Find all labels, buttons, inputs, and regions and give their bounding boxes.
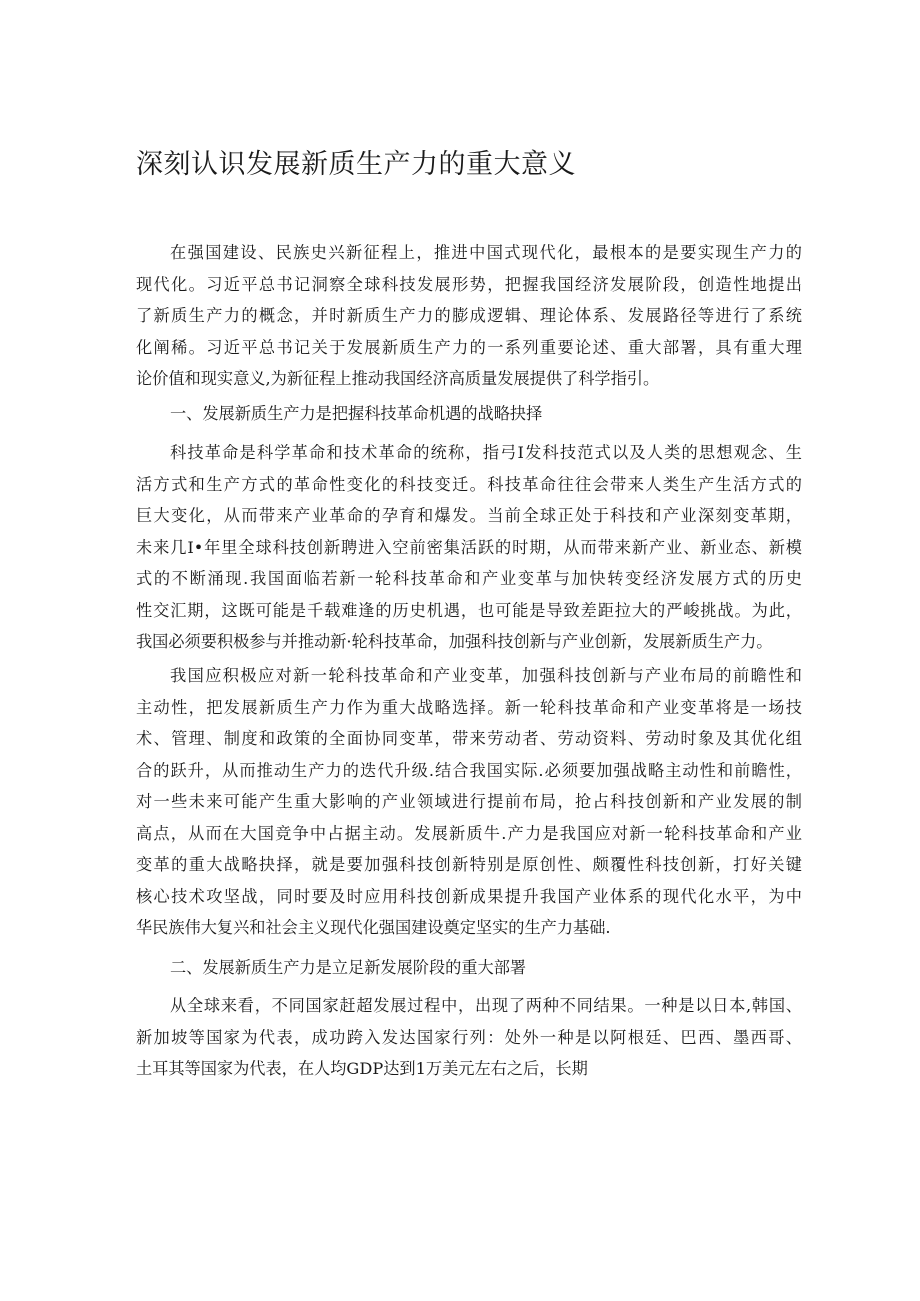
paragraph-line: 华民族伟大复兴和社会主义现代化强国建设奠定坚实的生产力基础. xyxy=(136,918,611,937)
paragraph-line: 新加坡等国家为代表，成功跨入发达国家行列：处外一种是以阿根廷、巴西、墨西哥、 xyxy=(136,1027,802,1047)
paragraph-line: 高点，从而在大国竞争中占据主动。发展新质牛.产力是我国应对新一轮科技革命和产业 xyxy=(136,823,802,843)
paragraph-line: 合的跃升，从而推动生产力的迭代升级.结合我国实际.必须要加强战略主动性和前瞻性， xyxy=(136,760,802,780)
intro-paragraph xyxy=(136,237,802,395)
section-heading: 一、发展新质生产力是把握科技革命机遇的战略抉择 xyxy=(170,404,543,423)
paragraph-line: 性交汇期，这既可能是千载难逢的历史机遇，也可能是导致差距拉大的严峻挑战。为此， xyxy=(136,600,802,620)
paragraph-line: 变革的重大战略抉择，就是要加强科技创新特别是原创性、颇覆性科技创新，打好关键 xyxy=(136,855,802,874)
paragraph-line: 活方式和生产方式的革命性变化的科技变迁。科技革命往往会带来人类生产生活方式的 xyxy=(136,474,802,494)
paragraph-line: 化阐稀。习近平总书记关于发展新质生产力的一系列重要论述、重大部署，具有重大理 xyxy=(136,337,802,357)
paragraph-line: 对一些未来可能产生重大影响的产业领域进行提前布局，抢占科技创新和产业发展的制 xyxy=(136,792,802,811)
paragraph-line: 式的不断涌现.我国面临若新一轮科技革命和产业变革与加快转变经济发展方式的历史 xyxy=(136,569,802,588)
paragraph-line: 论价值和现实意义,为新征程上推动我国经济高质量发展提供了科学指引。 xyxy=(136,369,660,388)
section-1 xyxy=(136,398,802,430)
paragraph-line: 巨大变化，从而带来产业革命的孕育和爆发。当前全球正处于科技和产业深刻变革期， xyxy=(136,506,802,525)
paragraph-line: 科技革命是科学革命和技术革命的统称，指弓I发科技范式以及人类的思想观念、生 xyxy=(170,443,802,462)
section-1-paragraph-1 xyxy=(136,437,802,658)
section-heading: 二、发展新质生产力是立足新发展阶段的重大部署 xyxy=(170,958,527,977)
paragraph-line: 未来几I•年里全球科技创新聘进入空前密集活跃的时期，从而带来新产业、新业态、新模 xyxy=(136,537,802,557)
paragraph-line: 在强国建设、民族史兴新征程上，推进中国式现代化，最根本的是要实现生产力的 xyxy=(170,243,802,262)
document-title: 深刻认识发展新质生产力的重大意义 xyxy=(136,149,576,180)
section-2 xyxy=(136,952,802,984)
paragraph-line: 主动性，把发展新质生产力作为重大战略选择。新一轮科技革命和产业变革将是一场技 xyxy=(136,697,802,717)
section-1-paragraph-2 xyxy=(136,660,802,944)
section-2-paragraph-1 xyxy=(136,990,802,1085)
paragraph-line: 土耳其等国家为代表，在人均GDP达到1万美元左右之后，长期 xyxy=(136,1059,588,1078)
paragraph-line: 从全球来看，不同国家赶超发展过程中，出现了两种不同结果。一种是以日本,韩国、 xyxy=(170,996,802,1015)
paragraph-line: 术、管理、制度和政策的全面协同变革，带来劳动者、劳动资料、劳动时象及其优化组 xyxy=(136,729,802,748)
paragraph-line: 我国必须要积极参与并推动新·轮科技革命，加强科技创新与产业创新，发展新质生产力。 xyxy=(136,632,773,651)
paragraph-line: 核心技术攻坚战，同时要及时应用科技创新成果提升我国产业体系的现代化水平，为中 xyxy=(136,886,802,906)
paragraph-line: 现代化。习近平总书记洞察全球科技发展形势，把握我国经济发展阶段，创造性地提出 xyxy=(136,274,802,294)
paragraph-line: 了新质生产力的概念，并时新质生产力的膨成逻辑、理论体系、发展路径等进行了系统 xyxy=(136,306,802,325)
paragraph-line: 我国应积极应对新一轮科技革命和产业变革，加强科技创新与产业布局的前瞻性和 xyxy=(170,666,802,685)
